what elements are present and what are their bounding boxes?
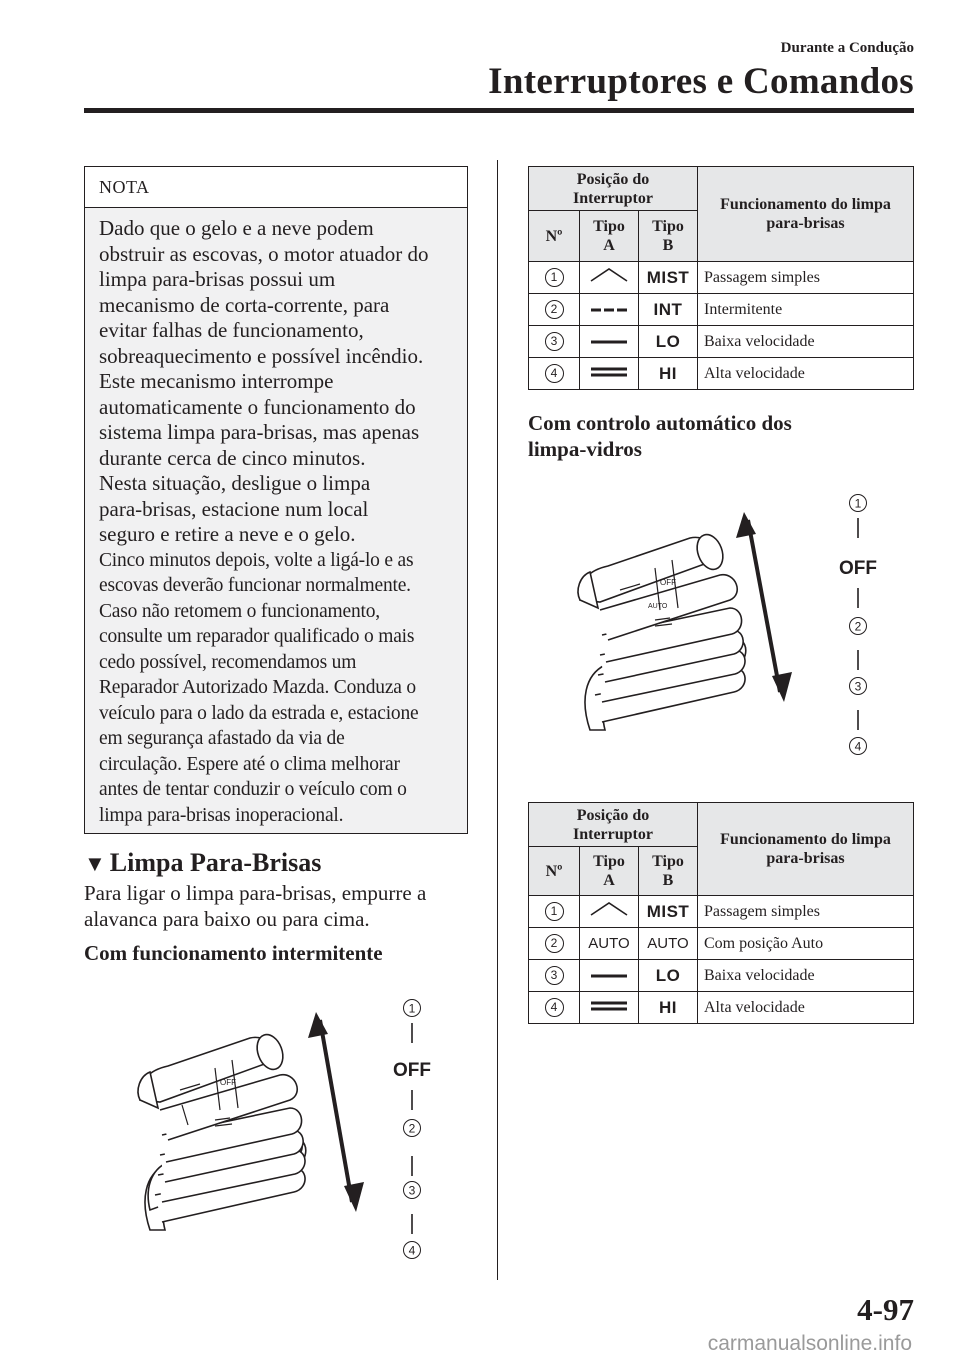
note-line: escovas deverão funcionar normalmente. xyxy=(99,575,411,596)
wiper-lever-illustration xyxy=(120,990,450,1270)
row-description: Com posição Auto xyxy=(698,928,914,960)
dashed-line-icon xyxy=(589,306,629,314)
note-box xyxy=(84,166,468,834)
position-label-1: 1 xyxy=(408,1001,416,1016)
table-row xyxy=(529,992,914,1024)
row-description: Passagem simples xyxy=(698,896,914,928)
note-line: Nesta situação, desligue o limpa xyxy=(99,471,371,495)
position-label-2: 2 xyxy=(408,1121,416,1136)
table-row xyxy=(529,326,914,358)
header-type-a: Tipo A xyxy=(580,847,639,896)
watermark: carmanualsonline.info xyxy=(707,1332,912,1355)
triangle-icon: ▼ xyxy=(84,851,106,876)
note-line: evitar falhas de funcionamento, xyxy=(99,318,364,342)
note-line: Reparador Autorizado Mazda. Conduza o xyxy=(99,677,416,698)
row-number: 1 xyxy=(545,268,564,287)
row-number: 2 xyxy=(545,934,564,953)
page-number: 4-97 xyxy=(857,1292,914,1327)
header-function: Funcionamento do limpa para-brisas xyxy=(698,803,914,896)
row-description: Baixa velocidade xyxy=(698,326,914,358)
type-b-code: INT xyxy=(653,299,683,319)
table-row xyxy=(529,358,914,390)
row-description: Alta velocidade xyxy=(698,358,914,390)
header-position: Posição do Interruptor xyxy=(529,167,698,211)
paragraph-line: alavanca para baixo ou para cima. xyxy=(84,907,370,931)
switch-table-intermittent xyxy=(528,166,914,390)
note-line: seguro e retire a neve e o gelo. xyxy=(99,522,356,546)
header-rule xyxy=(84,108,914,113)
note-line: limpa para-brisas possui um xyxy=(99,267,336,291)
note-line: Dado que o gelo e a neve podem xyxy=(99,216,374,240)
off-label: OFF xyxy=(393,1060,431,1081)
table-row xyxy=(529,896,914,928)
table-row xyxy=(529,294,914,326)
row-description: Passagem simples xyxy=(698,262,914,294)
position-label-3: 3 xyxy=(854,679,862,694)
note-line: Este mecanismo interrompe xyxy=(99,369,334,393)
switch-table-auto xyxy=(528,802,914,1024)
row-number: 3 xyxy=(545,966,564,985)
note-line: automaticamente o funcionamento do xyxy=(99,394,416,419)
subtitle-auto: Com controlo automático dos limpa-vidros xyxy=(528,411,792,461)
header-num: Nº xyxy=(529,211,580,262)
wiper-lever-illustration-auto xyxy=(560,490,890,770)
type-a-code: AUTO xyxy=(588,934,630,952)
note-line: para-brisas, estacione num local xyxy=(99,496,369,521)
section-paragraph xyxy=(84,880,468,932)
note-line: mecanismo de corta-corrente, para xyxy=(99,292,390,317)
row-number: 1 xyxy=(545,902,564,921)
row-number: 3 xyxy=(545,332,564,351)
position-label-3: 3 xyxy=(408,1183,416,1198)
note-line: circulação. Espere até o clima melhorar xyxy=(99,753,400,775)
type-b-code: LO xyxy=(655,965,681,985)
lever-off-label: OFF xyxy=(660,578,676,587)
note-line: sistema limpa para-brisas, mas apenas xyxy=(99,420,420,444)
note-line: veículo para o lado da estrada e, estacione xyxy=(99,702,419,724)
note-line: Cinco minutos depois, volte a ligá-lo e as xyxy=(99,549,414,571)
type-b-code: AUTO xyxy=(647,934,689,952)
type-b-code: MIST xyxy=(646,267,690,287)
header-section: Durante a Condução xyxy=(780,40,914,56)
row-description: Alta velocidade xyxy=(698,992,914,1024)
note-line: consulte um reparador qualificado o mais xyxy=(99,626,415,647)
header-num: Nº xyxy=(529,847,580,896)
position-label-1: 1 xyxy=(854,496,862,511)
up-down-arrow-icon xyxy=(308,1012,364,1212)
wiper-lever-figure-auto xyxy=(560,490,890,770)
note-line: obstruir as escovas, o motor atuador do xyxy=(99,241,429,266)
double-line-icon xyxy=(589,1000,629,1012)
mist-caret-icon xyxy=(589,267,629,283)
lever-auto-label: AUTO xyxy=(648,603,668,610)
double-line-icon xyxy=(589,366,629,378)
header-function: Funcionamento do limpa para-brisas xyxy=(698,167,914,262)
lever-off-label: OFF xyxy=(220,1078,236,1087)
header-type-b: Tipo B xyxy=(639,847,698,896)
position-label-4: 4 xyxy=(408,1243,416,1258)
table-row xyxy=(529,262,914,294)
note-line: em segurança afastado da via de xyxy=(99,728,345,749)
type-b-code: HI xyxy=(659,997,677,1017)
position-label-4: 4 xyxy=(854,739,862,754)
header-type-b: Tipo B xyxy=(639,211,698,262)
section-title xyxy=(84,848,321,878)
column-divider xyxy=(497,160,498,1280)
note-body xyxy=(85,208,467,828)
row-description: Baixa velocidade xyxy=(698,960,914,992)
subtitle-intermittent: Com funcionamento intermitente xyxy=(84,941,383,965)
note-line: Caso não retomem o funcionamento, xyxy=(99,600,380,622)
header-type-a: Tipo A xyxy=(580,211,639,262)
paragraph-line: Para ligar o limpa para-brisas, empurre a xyxy=(84,881,427,905)
page-title: Interruptores e Comandos xyxy=(488,61,914,102)
type-b-code: LO xyxy=(655,331,681,351)
header-position: Posição do Interruptor xyxy=(529,803,698,847)
table-row xyxy=(529,928,914,960)
note-line: durante cerca de cinco minutos. xyxy=(99,445,366,470)
note-line: limpa para-brisas inoperacional. xyxy=(99,804,344,826)
table-row xyxy=(529,960,914,992)
type-b-code: MIST xyxy=(646,901,690,921)
position-label-2: 2 xyxy=(854,619,862,634)
row-number: 4 xyxy=(545,998,564,1017)
row-description: Intermitente xyxy=(698,294,914,326)
section-title-text: Limpa Para-Brisas xyxy=(109,848,322,877)
off-label: OFF xyxy=(839,558,877,579)
row-number: 4 xyxy=(545,364,564,383)
mist-caret-icon xyxy=(589,901,629,917)
note-line: cedo possível, recomendamos um xyxy=(99,651,357,673)
note-line: sobreaquecimento e possível incêndio. xyxy=(99,343,424,368)
note-line: antes de tentar conduzir o veículo com o xyxy=(99,779,407,800)
single-line-icon xyxy=(589,972,629,980)
type-b-code: HI xyxy=(659,363,677,383)
single-line-icon xyxy=(589,338,629,346)
note-title: NOTA xyxy=(85,167,467,208)
wiper-lever-figure-intermittent xyxy=(120,990,450,1270)
row-number: 2 xyxy=(545,300,564,319)
